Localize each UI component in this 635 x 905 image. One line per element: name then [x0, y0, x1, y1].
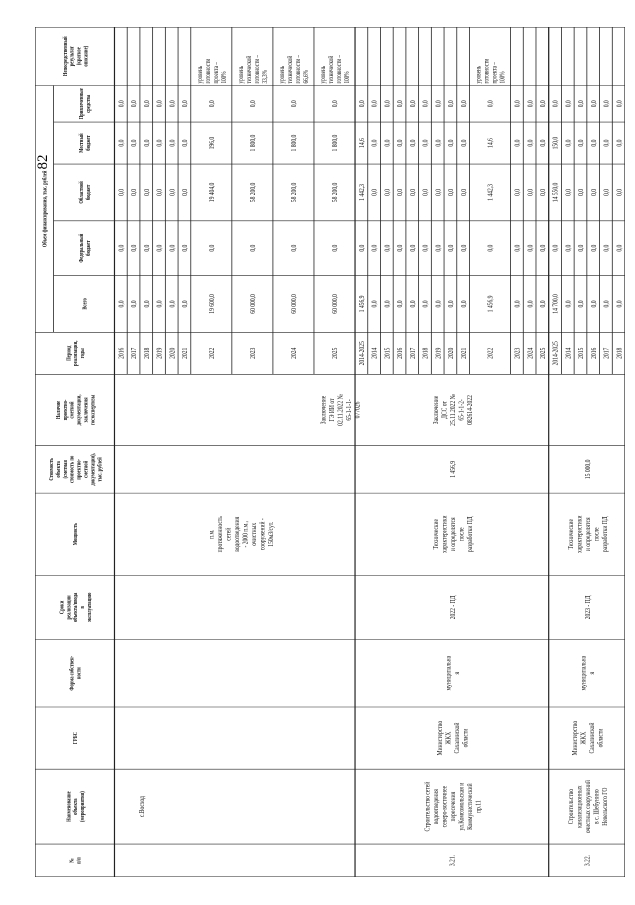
total-cell: 0,0	[371, 300, 380, 308]
federal-cell: 0,0	[181, 244, 190, 252]
year-cell: 2021	[460, 347, 469, 359]
regional-cell: 0,0	[615, 188, 624, 196]
local-cell: 1 800,0	[290, 134, 299, 152]
attracted-cell: 0,0	[590, 100, 599, 108]
total-cell: 0,0	[383, 300, 392, 308]
year-cell: 2018	[615, 347, 624, 359]
federal-cell: 0,0	[208, 244, 217, 252]
object-ownership: муниципальная	[579, 655, 597, 691]
object-cost: 15 000,0	[584, 459, 593, 480]
regional-cell: 0,0	[564, 188, 573, 196]
header-ownership: Форма собствен-ности	[69, 655, 83, 691]
total-cell: 0,0	[447, 300, 456, 308]
table-header	[41, 36, 103, 863]
regional-cell: 0,0	[513, 188, 522, 196]
federal-cell: 0,0	[371, 244, 380, 252]
local-cell: 0,0	[539, 139, 548, 147]
local-cell: 0,0	[526, 139, 535, 147]
federal-cell: 0,0	[447, 244, 456, 252]
object-cost: 1 456,9	[449, 460, 458, 478]
local-cell: 14,6	[358, 138, 367, 148]
header-federal: Федеральныйбюджет	[78, 233, 93, 263]
header-docs: Наличиепроектно-сметнойдокументации,заключениягосэкспертизы	[55, 394, 97, 426]
year-cell: 2018	[143, 347, 152, 359]
regional-cell: 0,0	[421, 188, 430, 196]
object-docs: ЗаключениеДСС от25.11.2022 №65-1-1-2-082614-2022	[432, 394, 475, 426]
local-cell: 0,0	[460, 139, 469, 147]
year-cell: 2017	[130, 347, 139, 359]
total-cell: 0,0	[434, 300, 443, 308]
local-cell: 0,0	[615, 139, 624, 147]
attracted-cell: 0,0	[513, 100, 522, 108]
object-grbs: МинистерствоЖКХСахалинскойобласти	[436, 720, 470, 756]
regional-cell: 0,0	[155, 188, 164, 196]
regional-cell: 0,0	[383, 188, 392, 196]
object-num: 3.22.	[584, 854, 592, 867]
attracted-cell: 0,0	[602, 100, 611, 108]
header-local: Местныйбюджет	[78, 133, 93, 153]
object-capacity: п.м.протяженностьсетейводоотведения- 2000 п.м.,очистныхсооружений -150м3/сут.	[207, 516, 276, 553]
result-cell: уровеньтехническойготовности –66,6%	[279, 54, 311, 84]
local-cell: 0,0	[447, 139, 456, 147]
total-cell: 0,0	[117, 300, 126, 308]
attracted-cell: 0,0	[460, 100, 469, 108]
federal-cell: 0,0	[396, 244, 405, 252]
local-cell: 0,0	[409, 139, 418, 147]
attracted-cell: 0,0	[358, 100, 367, 108]
federal-cell: 0,0	[155, 244, 164, 252]
local-cell: 196,0	[208, 136, 217, 150]
year-cell: 2022	[208, 347, 217, 359]
federal-cell: 0,0	[487, 244, 495, 252]
regional-cell: 0,0	[181, 188, 190, 196]
header-num: №п/п	[69, 857, 83, 864]
federal-cell: 0,0	[460, 244, 469, 252]
local-cell: 0,0	[383, 139, 392, 147]
result-cell: уровеньтехническойготовности –33,3%	[238, 54, 270, 84]
local-cell: 0,0	[143, 139, 152, 147]
total-cell: 60 000,0	[249, 294, 258, 314]
regional-cell: 0,0	[143, 188, 152, 196]
year-cell: 2019	[434, 347, 443, 359]
object-name: Строительствоканализационныхочистных сооруженийв с. ШебуниноНевельского ГО	[567, 780, 610, 834]
regional-cell: 0,0	[117, 188, 126, 196]
federal-cell: 0,0	[539, 244, 548, 252]
header-cost: Стоимостьобъекта(сметнаястоимость попроектно-сметнойдокументации),тыс. рублей	[48, 453, 104, 486]
year-cell: 2023	[249, 347, 258, 359]
federal-cell: 0,0	[615, 244, 624, 252]
federal-cell: 0,0	[564, 244, 573, 252]
local-cell: 0,0	[168, 139, 177, 147]
regional-cell: 0,0	[590, 188, 599, 196]
total-cell: 0,0	[155, 300, 164, 308]
total-cell: 0,0	[615, 300, 624, 308]
attracted-cell: 0,0	[383, 100, 392, 108]
result-cell: уровеньготовностипроекта –100%	[197, 58, 229, 84]
attracted-cell: 0,0	[615, 100, 624, 108]
attracted-cell: 0,0	[331, 100, 340, 108]
federal-cell: 0,0	[130, 244, 139, 252]
federal-cell: 0,0	[577, 244, 586, 252]
attracted-cell: 0,0	[168, 100, 177, 108]
total-cell: 60 000,0	[290, 294, 299, 314]
regional-cell: 58 200,0	[331, 182, 340, 203]
federal-cell: 0,0	[602, 244, 611, 252]
regional-cell: 0,0	[434, 188, 443, 196]
header-regional: Областнойбюджет	[78, 181, 93, 204]
regional-cell: 14 550,0	[552, 182, 560, 203]
year-cell: 2025	[331, 347, 340, 359]
regional-cell: 0,0	[577, 188, 586, 196]
attracted-cell: 0,0	[552, 100, 560, 108]
regional-cell: 58 200,0	[249, 182, 258, 203]
total-cell: 1 456,9	[358, 295, 367, 313]
year-cell: 2019	[155, 347, 164, 359]
total-cell: 0,0	[130, 300, 139, 308]
regional-cell: 0,0	[460, 188, 469, 196]
result-cell: уровеньготовностипроекта –100%	[476, 58, 507, 84]
total-cell: 1 456,9	[487, 295, 495, 313]
federal-cell: 0,0	[421, 244, 430, 252]
attracted-cell: 0,0	[155, 100, 164, 108]
total-cell: 0,0	[396, 300, 405, 308]
year-cell: 2022	[487, 347, 495, 359]
total-cell: 0,0	[602, 300, 611, 308]
year-cell: 2020	[168, 347, 177, 359]
federal-cell: 0,0	[117, 244, 126, 252]
total-cell: 60 000,0	[331, 294, 340, 314]
regional-cell: 0,0	[447, 188, 456, 196]
attracted-cell: 0,0	[249, 100, 258, 108]
year-cell: 2016	[117, 347, 126, 359]
attracted-cell: 0,0	[564, 100, 573, 108]
object-name: Строительство сетейводоотведениясеверо-восточнеепересеченияул.Комсомольская иКоммунистическийпр.11	[423, 781, 483, 832]
federal-cell: 0,0	[143, 244, 152, 252]
regional-cell: 1 442,3	[358, 184, 367, 201]
total-cell: 0,0	[421, 300, 430, 308]
year-cell: 2024	[526, 347, 535, 359]
year-cell: 2021	[181, 347, 190, 359]
attracted-cell: 0,0	[434, 100, 443, 108]
year-cell: 2014	[564, 347, 573, 359]
object-docs: ЗаключениеГЭ ИИ от02.11.2022 №65-1-1-1-077026	[320, 394, 362, 426]
local-cell: 0,0	[434, 139, 443, 147]
attracted-cell: 0,0	[290, 100, 299, 108]
total-cell: 0,0	[460, 300, 469, 308]
year-cell: 2024	[290, 347, 299, 359]
regional-cell: 19 404,0	[208, 182, 217, 203]
total-cell: 0,0	[181, 300, 190, 308]
attracted-cell: 0,0	[181, 100, 190, 108]
federal-cell: 0,0	[290, 244, 299, 252]
federal-cell: 0,0	[590, 244, 599, 252]
object-name: с.Восход	[138, 796, 147, 818]
local-cell: 0,0	[564, 139, 573, 147]
federal-cell: 0,0	[526, 244, 535, 252]
regional-cell: 0,0	[602, 188, 611, 196]
local-cell: 1 800,0	[331, 134, 340, 152]
total-cell: 0,0	[513, 300, 522, 308]
header-name: Наименованиеобъекта(мероприятия)	[65, 791, 87, 822]
local-cell: 0,0	[421, 139, 430, 147]
year-cell: 2014-2025	[552, 341, 560, 366]
local-cell: 0,0	[130, 139, 139, 147]
year-cell: 2023	[513, 347, 522, 359]
object-ownership: муниципальная	[444, 655, 462, 691]
federal-cell: 0,0	[552, 244, 560, 252]
header-result: Непосредственныйрезультат(краткоеописание)	[62, 36, 90, 77]
local-cell: 0,0	[602, 139, 611, 147]
local-cell: 0,0	[590, 139, 599, 147]
year-cell: 2014	[371, 347, 380, 359]
federal-cell: 0,0	[383, 244, 392, 252]
year-cell: 2018	[421, 347, 430, 359]
regional-cell: 0,0	[539, 188, 548, 196]
attracted-cell: 0,0	[208, 100, 217, 108]
regional-cell: 0,0	[526, 188, 535, 196]
local-cell: 0,0	[181, 139, 190, 147]
total-cell: 19 600,0	[208, 294, 217, 314]
result-cell: уровеньтехническойготовности –100%	[320, 54, 352, 84]
header-total: Всего	[81, 298, 89, 310]
local-cell: 0,0	[577, 139, 586, 147]
attracted-cell: 0,0	[421, 100, 430, 108]
local-cell: 0,0	[396, 139, 405, 147]
regional-cell: 0,0	[168, 188, 177, 196]
table-grid	[35, 27, 625, 877]
total-cell: 0,0	[539, 300, 548, 308]
regional-cell: 0,0	[396, 188, 405, 196]
total-cell: 0,0	[168, 300, 177, 308]
local-cell: 0,0	[117, 139, 126, 147]
attracted-cell: 0,0	[117, 100, 126, 108]
regional-cell: 58 200,0	[290, 182, 299, 203]
total-cell: 0,0	[143, 300, 152, 308]
header-grbs: ГРБС	[72, 732, 80, 745]
page-number: 82	[35, 154, 51, 170]
object-num: 3.21.	[449, 854, 457, 867]
local-cell: 0,0	[155, 139, 164, 147]
object-capacity: Техническиехарактеристикии определятсяпослеразработки ПД	[567, 515, 610, 553]
local-cell: 150,0	[552, 136, 560, 150]
object-deadline: 2022 - ПД	[449, 595, 458, 620]
local-cell: 1 800,0	[249, 134, 258, 152]
attracted-cell: 0,0	[396, 100, 405, 108]
federal-cell: 0,0	[434, 244, 443, 252]
attracted-cell: 0,0	[577, 100, 586, 108]
year-cell: 2014-2025	[358, 341, 367, 366]
attracted-cell: 0,0	[526, 100, 535, 108]
local-cell: 0,0	[371, 139, 380, 147]
total-cell: 0,0	[526, 300, 535, 308]
object-capacity: Техническиехарактеристикии определятсяпослеразработки ПД	[432, 515, 475, 553]
regional-cell: 0,0	[371, 188, 380, 196]
year-cell: 2025	[539, 347, 548, 359]
header-capacity: Мощность	[72, 523, 80, 546]
attracted-cell: 0,0	[143, 100, 152, 108]
year-cell: 2015	[383, 347, 392, 359]
regional-cell: 0,0	[409, 188, 418, 196]
year-cell: 2017	[602, 347, 611, 359]
year-cell: 2015	[577, 347, 586, 359]
regional-cell: 0,0	[130, 188, 139, 196]
header-years: Периодреализации,годы	[65, 340, 87, 366]
year-cell: 2016	[396, 347, 405, 359]
header-attracted: Привлеченныесредства	[78, 88, 93, 120]
local-cell: 0,0	[513, 139, 522, 147]
total-cell: 0,0	[590, 300, 599, 308]
attracted-cell: 0,0	[539, 100, 548, 108]
table-body	[118, 54, 624, 866]
year-cell: 2017	[409, 347, 418, 359]
attracted-cell: 0,0	[371, 100, 380, 108]
object-grbs: МинистерствоЖКХСахалинскойобласти	[571, 720, 605, 756]
year-cell: 2016	[590, 347, 599, 359]
rotated-table	[35, 27, 625, 877]
header-deadline: Срокиреализацииобъекта/вводавэксплуатацию	[58, 592, 94, 623]
total-cell: 0,0	[577, 300, 586, 308]
attracted-cell: 0,0	[487, 100, 495, 108]
year-cell: 2020	[447, 347, 456, 359]
federal-cell: 0,0	[358, 244, 367, 252]
federal-cell: 0,0	[249, 244, 258, 252]
object-deadline: 2023 - ПД	[584, 595, 593, 620]
attracted-cell: 0,0	[130, 100, 139, 108]
total-cell: 0,0	[564, 300, 573, 308]
total-cell: 14 700,0	[552, 294, 560, 314]
federal-cell: 0,0	[409, 244, 418, 252]
federal-cell: 0,0	[331, 244, 340, 252]
attracted-cell: 0,0	[409, 100, 418, 108]
attracted-cell: 0,0	[447, 100, 456, 108]
federal-cell: 0,0	[513, 244, 522, 252]
total-cell: 0,0	[409, 300, 418, 308]
regional-cell: 1 442,3	[487, 184, 495, 201]
local-cell: 14,6	[487, 138, 495, 148]
header-financing: Объем финансирования, тыс. рублей	[42, 170, 49, 248]
federal-cell: 0,0	[168, 244, 177, 252]
